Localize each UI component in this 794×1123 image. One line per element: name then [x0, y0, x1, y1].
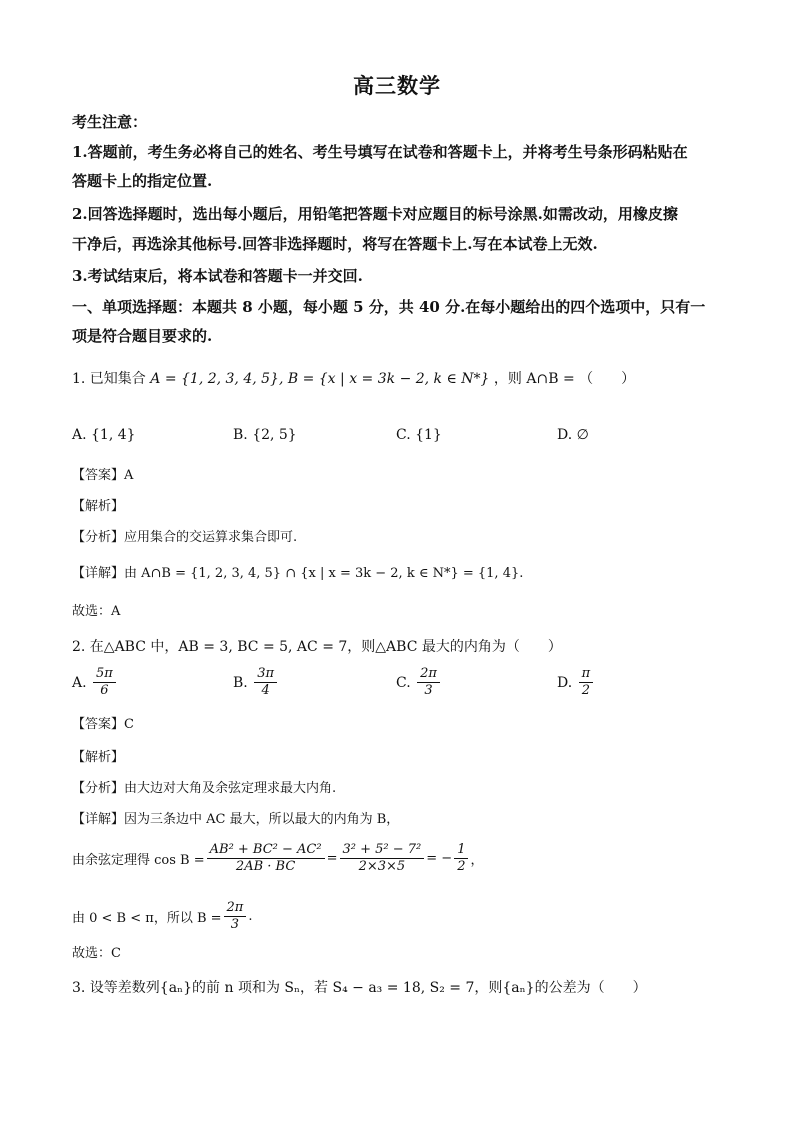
q1-expression: A = {1, 2, 3, 4, 5}, B = {x | x = 3k − 2, k ∈ N*} — [150, 371, 490, 387]
q2-option-b-label: B. — [233, 674, 248, 691]
q2-range — [72, 900, 732, 934]
q1-option-a: A. {1, 4} — [72, 427, 136, 443]
q2-option-b — [233, 666, 279, 700]
q1-stem — [72, 368, 732, 388]
q2-option-d-num: π — [579, 666, 594, 683]
q2-cos-prefix: 由余弦定理得 cos B = — [72, 853, 205, 869]
q2-cos-fraction1 — [207, 842, 325, 876]
q2-option-c-label: C. — [396, 674, 411, 691]
q2-range-num: 2π — [224, 900, 247, 917]
q2-option-b-num: 3π — [254, 666, 277, 683]
q2-option-c-den: 3 — [424, 683, 433, 699]
q1-fenxi: 【分析】应用集合的交运算求集合即可. — [72, 530, 298, 545]
section1-line1: 一、单项选择题：本题共 8 小题，每小题 5 分，共 40 分.在每小题给出的四个选项中，只有一 — [72, 298, 706, 316]
q2-cos-den3: 2 — [457, 859, 466, 875]
q2-cos-den1: 2AB · BC — [235, 859, 296, 875]
q3-stem: 3. 设等差数列{aₙ}的前 n 项和为 Sₙ，若 S₄ − a₃ = 18, S₂ = 7，则{aₙ}的公差为（ ） — [72, 980, 647, 996]
q2-detail: 【详解】因为三条边中 AC 最大，所以最大的内角为 B， — [72, 812, 400, 827]
q1-option-c: C. {1} — [396, 427, 442, 443]
q2-option-a-den: 6 — [100, 683, 109, 699]
q2-option-d-label: D. — [557, 674, 573, 691]
notice-item1-line1: 1.答题前，考生务必将自己的姓名、考生号填写在试卷和答题卡上，并将考生号条形码粘贴在 — [72, 143, 688, 161]
notice-heading: 考生注意： — [72, 113, 148, 131]
q2-option-d-fraction — [579, 666, 594, 700]
q1-suffix: ，则 A∩B = （ ） — [493, 371, 636, 387]
q2-choice: 故选：C — [72, 946, 121, 961]
notice-item2-line2: 干净后，再选涂其他标号.回答非选择题时，将写在答题卡上.写在本试卷上无效. — [72, 235, 598, 253]
q2-cos-num3: 1 — [454, 842, 468, 859]
q2-stem: 2. 在△ABC 中，AB = 3, BC = 5, AC = 7，则△ABC 最大的内角为（ ） — [72, 639, 562, 655]
q2-cos-num2: 3² + 5² − 7² — [340, 842, 425, 859]
q2-cos-eq: = — [326, 851, 338, 867]
q2-cos-suffix: ， — [470, 853, 484, 869]
q1-option-b: B. {2, 5} — [233, 427, 297, 443]
q2-cos-eq2: = − — [426, 851, 453, 867]
q2-option-a-label: A. — [72, 674, 87, 691]
section1-line2: 项是符合题目要求的. — [72, 327, 213, 345]
q2-cos-fraction3 — [454, 842, 468, 876]
q2-option-a-num: 5π — [93, 666, 116, 683]
q2-fenxi: 【分析】由大边对大角及余弦定理求最大内角. — [72, 781, 337, 796]
q2-option-a-fraction — [93, 666, 116, 700]
q2-option-c — [396, 666, 442, 700]
q2-option-d-den: 2 — [581, 683, 591, 699]
q2-cos-num1: AB² + BC² − AC² — [207, 842, 325, 859]
notice-item3: 3.考试结束后，将本试卷和答题卡一并交回. — [72, 267, 363, 285]
page-title: 高三数学 — [353, 73, 441, 98]
q2-cos-den2: 2×3×5 — [358, 859, 406, 875]
q2-analysis-label: 【解析】 — [72, 750, 125, 765]
q2-range-den: 3 — [230, 917, 240, 933]
q1-answer: 【答案】A — [72, 468, 134, 483]
q2-range-fraction — [224, 900, 247, 934]
notice-item1-line2: 答题卡上的指定位置. — [72, 172, 213, 190]
q2-cosine-formula — [72, 842, 732, 876]
q2-range-prefix: 由 0 < B < π，所以 B = — [72, 911, 222, 927]
q1-choice: 故选：A — [72, 604, 121, 619]
q1-prefix: 1. 已知集合 — [72, 371, 146, 387]
q2-option-b-den: 4 — [261, 683, 270, 699]
q1-analysis-label: 【解析】 — [72, 499, 125, 514]
q1-option-d: D. ∅ — [557, 427, 589, 443]
q2-option-c-fraction — [417, 666, 440, 700]
q2-option-a — [72, 666, 118, 700]
notice-item2-line1: 2.回答选择题时，选出每小题后，用铅笔把答题卡对应题目的标号涂黑.如需改动，用橡皮擦 — [72, 205, 678, 223]
q2-option-d — [557, 666, 595, 700]
q2-cos-fraction2 — [340, 842, 425, 876]
q2-option-b-fraction — [254, 666, 277, 700]
q2-option-c-num: 2π — [417, 666, 440, 683]
q1-detail: 【详解】由 A∩B = {1, 2, 3, 4, 5} ∩ {x | x = 3k − 2, k ∈ N*} = {1, 4}. — [72, 566, 524, 581]
q2-answer: 【答案】C — [72, 717, 134, 732]
q2-range-suffix: . — [248, 909, 253, 925]
